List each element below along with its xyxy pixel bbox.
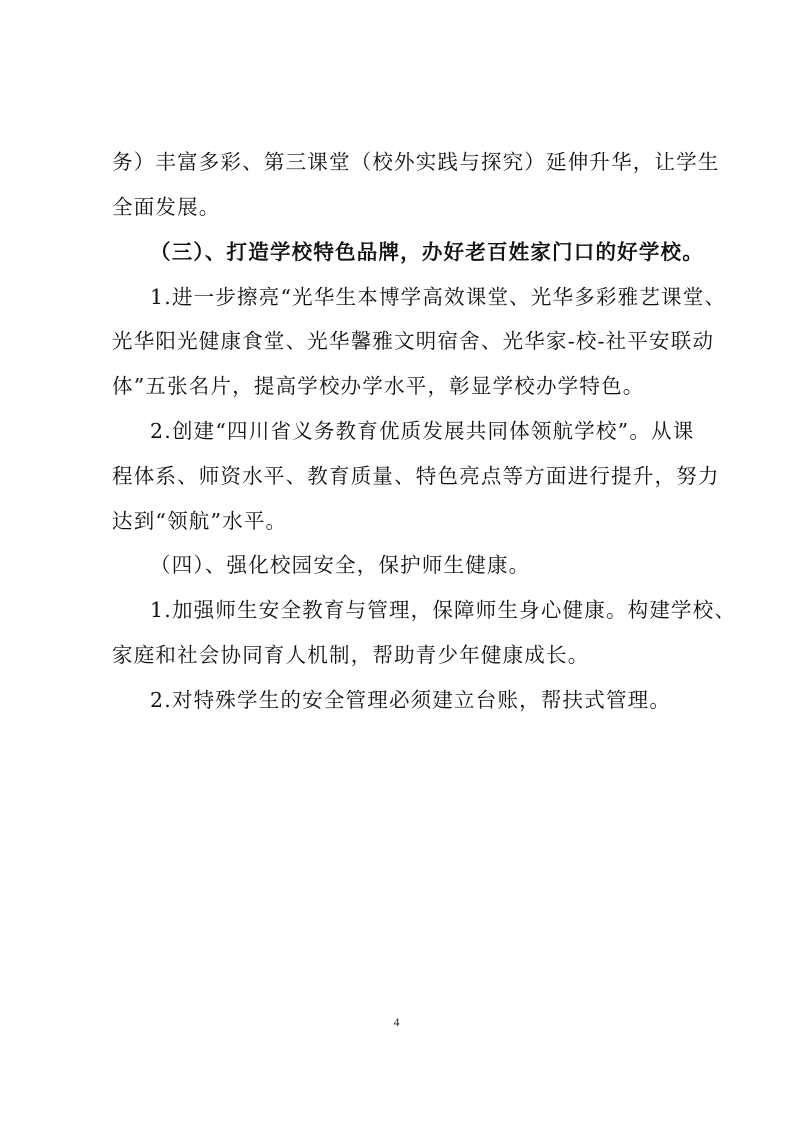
body-text-line: 1.加强师生安全教育与管理，保障师生身心健康。构建学校、 bbox=[150, 598, 737, 622]
body-text-line: 达到“领航”水平。 bbox=[112, 509, 288, 533]
body-text-line: 1.进一步擦亮“光华生本博学高效课堂、光华多彩雅艺课堂、 bbox=[150, 285, 727, 309]
body-text-line: 2.创建“四川省义务教育优质发展共同体领航学校”。从课 bbox=[150, 419, 695, 443]
body-text-line: 光华阳光健康食堂、光华馨雅文明宿舍、光华家-校-社平安联动 bbox=[112, 329, 715, 353]
body-text-line: 程体系、师资水平、教育质量、特色亮点等方面进行提升，努力 bbox=[112, 464, 720, 488]
body-text-line: 务）丰富多彩、第三课堂（校外实践与探究）延伸升华，让学生 bbox=[112, 150, 720, 174]
body-text-line: 2.对特殊学生的安全管理必须建立台账，帮扶式管理。 bbox=[150, 688, 672, 712]
body-text-line: 家庭和社会协同育人机制，帮助青少年健康成长。 bbox=[112, 643, 590, 667]
body-text-line: 体”五张名片，提高学校办学水平，彰显学校办学特色。 bbox=[112, 374, 645, 398]
page-number: 4 bbox=[393, 1015, 400, 1029]
body-text-line: 全面发展。 bbox=[112, 195, 221, 219]
section-heading-4: （四）、强化校园安全，保护师生健康。 bbox=[150, 553, 531, 577]
section-heading-3: （三）、打造学校特色品牌，办好老百姓家门口的好学校。 bbox=[150, 240, 704, 264]
